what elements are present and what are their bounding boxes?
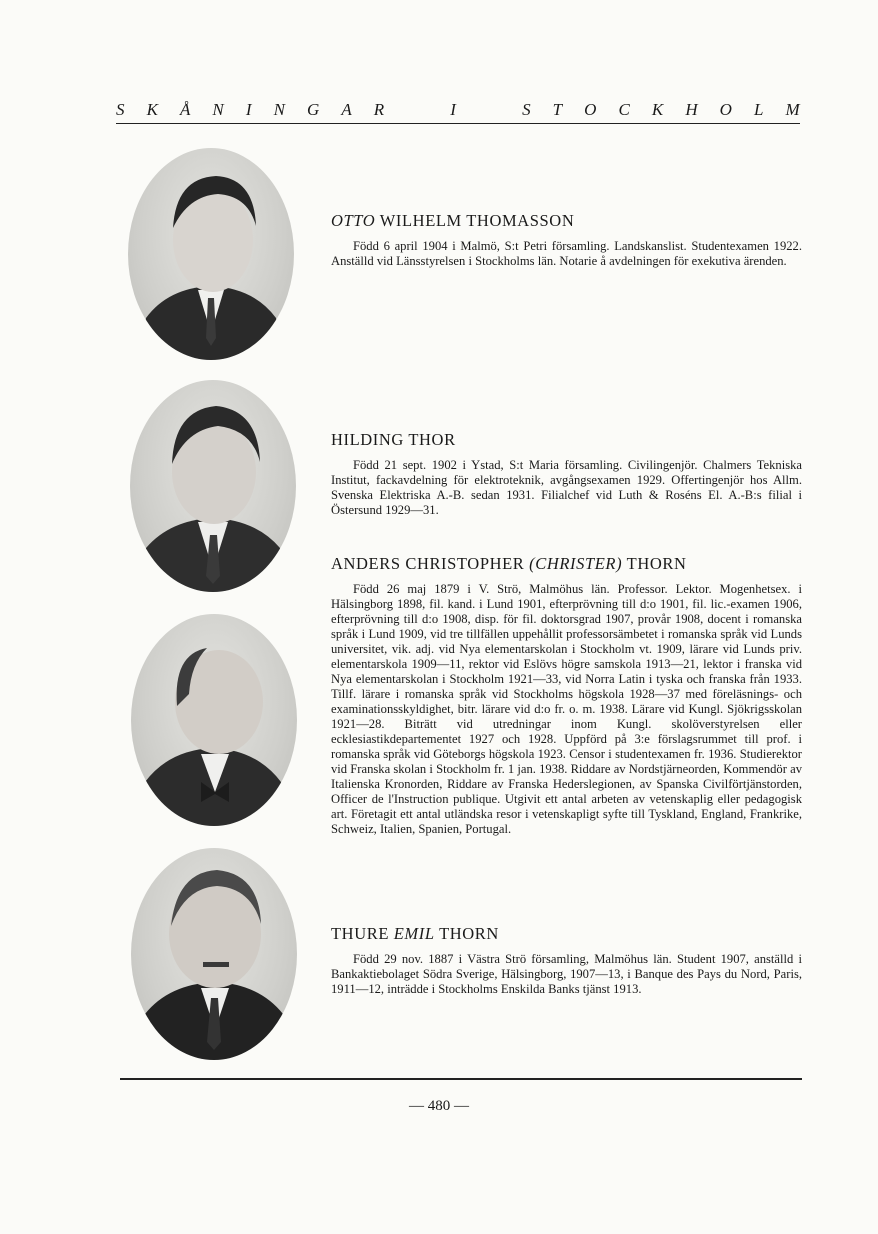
portrait-photo [128,148,294,360]
header-rule [116,123,800,124]
header-letter: N [212,100,224,119]
biography-entry [331,554,802,837]
biography-text: Född 29 nov. 1887 i Västra Strö församling, Malmöhus län. Student 1907, anställd i Bankaktiebolaget Södra Sverige, Hälsingborg, 1907—13, i Banque des Pays du Nord, Paris, 1911—12, inträdde i Stockholms Enskilda Banks tjänst 1913. [331,952,802,996]
header-letter: O [584,100,597,119]
header-letter: M [785,100,800,119]
name-text: THORN [622,554,687,573]
portrait-photo [130,380,296,592]
header-letter: S [522,100,531,119]
person-name [331,211,802,231]
header-letter: L [754,100,764,119]
name-text: THORN [434,924,499,943]
header-letter: C [618,100,630,119]
header-letter: H [685,100,698,119]
name-text: ANDERS CHRISTOPHER [331,554,530,573]
header-letter: G [306,100,320,119]
header-letter: Å [179,100,191,119]
biography-text: Född 6 april 1904 i Malmö, S:t Petri församling. Landskanslist. Studentexamen 1922. Anställd vid Länsstyrelsen i Stockholms län. Notarie å avdelningen för exekutiva ärenden. [331,239,802,268]
person-name [331,924,802,944]
header-letter: N [273,100,285,119]
header-letter: S [116,100,125,119]
header-letter: K [651,100,664,119]
name-italic: (CHRISTER) [529,554,623,573]
biography-text: Född 21 sept. 1902 i Ystad, S:t Maria församling. Civilingenjör. Chalmers Tekniska Institut, fackavdelning för elektroteknik, avgångsexamen 1929. Offertingenjör hos Allm. Svenska Elektriska A.-B. sedan 1931. Filialchef vid Luth & Roséns El. A.-B:s filial i Östersund 1929—31. [331,458,802,517]
running-header [116,96,800,120]
person-name [331,554,802,574]
biography-text: Född 26 maj 1879 i V. Strö, Malmöhus län. Professor. Lektor. Mogenhetsex. i Hälsingborg 1898, fil. kand. i Lund 1901, efterprövning till d:o 1901, fil. lic.-examen 1906, efterprövning till d:o 1908, disp. för fil. doktorsgrad 1907, provår 1908, docent i romanska språk i Lund 1909, vid tre tillfällen uppehållit professorsämbetet i romanska språk vid Lunds universitet, vik. adj. vid Nya elementarskolan i Stockholm vt. 1909, lärare vid Lunds priv. elementarskola 1909—11, rektor vid Eslövs högre samskola 1913—21, lektor i franska vid Nya elementarskolan i Stockholm 1921—33, vid Norra Latin i tyska och franska från 1933. Tillf. lärare i romanska språk vid Stockholms högskola 1928—37 med föreläsnings- och examinationsskyldighet, bitr. lärare vid d:o fr. o. m. 1938. Lärare vid Kungl. Sjökrigsskolan 1921—28. Biträtt vid utredningar inom Kungl. skolöverstyrelsen eller ecklesiastikdepartementet 1927 och 1928. Uppförd på 3:e förslagsrummet till prof. i romanska språk vid Göteborgs högskola 1923. Censor i studentexamen fr. 1936. Studierektor vid Franska skolan i Stockholm fr. 1 jan. 1938. Riddare av Nordstjärneorden, Kommendör av Italienska Kronorden, Riddare av Franska Hederslegionen, av Spanska Civilförtjänstorden, Officer de l'Instruction publique. Utgivit ett antal arbeten av vetenskaplig eller pedagogisk art. Företagit ett antal utländska resor i vetenskapligt syfte till Tyskland, England, Frankrike, Schweiz, Italien, Spanien, Portugal. [331,582,802,836]
header-letter: I [450,100,456,119]
header-letter: R [373,100,385,119]
person-name: HILDING THOR [331,430,456,449]
header-letter: K [146,100,158,119]
biography-entry [331,924,802,997]
name-italic: OTTO [331,211,376,230]
portrait-photo [131,614,297,826]
name-italic: EMIL [393,924,435,943]
biography-entry [331,430,802,518]
header-letter: A [341,100,352,119]
name-text: WILHELM THOMASSON [379,211,575,230]
header-letter: T [552,100,563,119]
header-letter: O [719,100,732,119]
header-letter: I [245,100,252,119]
portrait-photo [131,848,297,1060]
footer-rule [120,1078,802,1080]
biography-entry [331,211,802,269]
page-number: — 480 — [409,1098,469,1114]
name-text: THURE [331,924,394,943]
